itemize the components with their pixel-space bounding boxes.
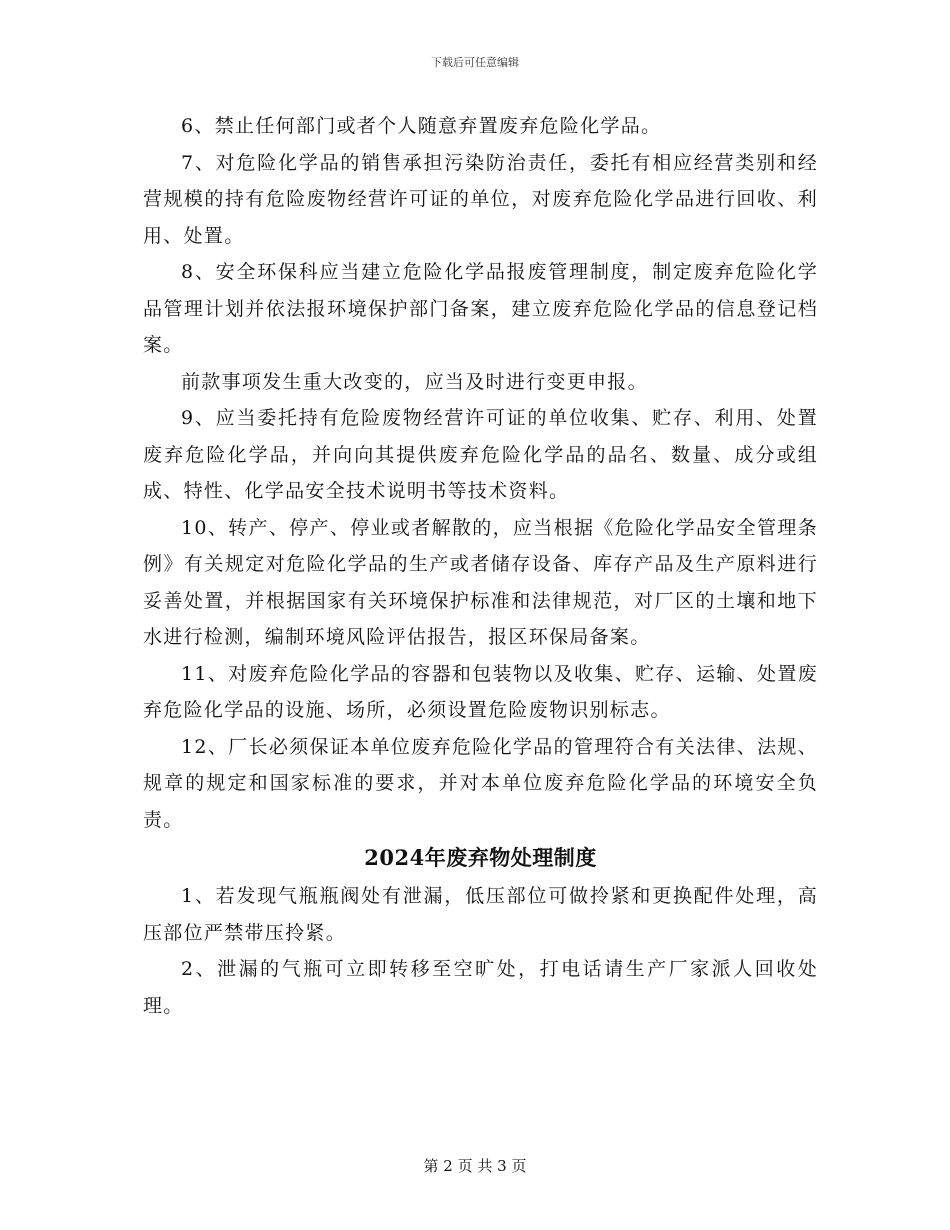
paragraph-item-6: 6、禁止任何部门或者个人随意弃置废弃危险化学品。 xyxy=(181,115,662,137)
paragraph-item-8-note: 前款事项发生重大改变的，应当及时进行变更申报。 xyxy=(181,370,648,393)
paragraph-item-8: 8、安全环保科应当建立危险化学品报废管理制度，制定废弃危险化学品管理计划并依法报环境保护部门备案，建立废弃危险化学品的信息登记档案。 xyxy=(143,261,818,356)
section-paragraph-1: 1、若发现气瓶瓶阀处有泄漏，低压部位可做拎紧和更换配件处理，高压部位严禁带压拎紧。 xyxy=(143,885,818,944)
paragraph-item-11: 11、对废弃危险化学品的容器和包装物以及收集、贮存、运输、处置废弃危险化学品的设施、场所，必须设置危险废物识别标志。 xyxy=(143,662,818,721)
page-footer: 第 2 页 共 3 页 xyxy=(423,1157,527,1175)
paragraph-item-9: 9、应当委托持有危险废物经营许可证的单位收集、贮存、利用、处置废弃危险化学品，并向向其提供废弃危险化学品的品名、数量、成分或组成、特性、化学品安全技术说明书等技术资料。 xyxy=(143,407,818,502)
section-title: 2024年废弃物处理制度 xyxy=(364,845,597,870)
section-paragraph-2: 2、泄漏的气瓶可立即转移至空旷处，打电话请生产厂家派人回收处理。 xyxy=(143,958,818,1017)
header-note: 下载后可任意编辑 xyxy=(431,56,519,69)
document-body xyxy=(143,108,818,1024)
paragraph-item-12: 12、厂长必须保证本单位废弃危险化学品的管理符合有关法律、法规、规章的规定和国家标准的要求，并对本单位废弃危险化学品的环境安全负责。 xyxy=(143,735,818,831)
paragraph-item-10: 10、转产、停产、停业或者解散的，应当根据《危险化学品安全管理条例》有关规定对危险化学品的生产或者储存设备、库存产品及生产原料进行妥善处置，并根据国家有关环境保护标准和法律规范，对厂区的土壤和地下水进行检测，编制环境风险评估报告，报区环保局备案。 xyxy=(143,516,818,648)
paragraph-item-7: 7、对危险化学品的销售承担污染防治责任，委托有相应经营类别和经营规模的持有危险废物经营许可证的单位，对废弃危险化学品进行回收、利用、处置。 xyxy=(143,151,818,247)
